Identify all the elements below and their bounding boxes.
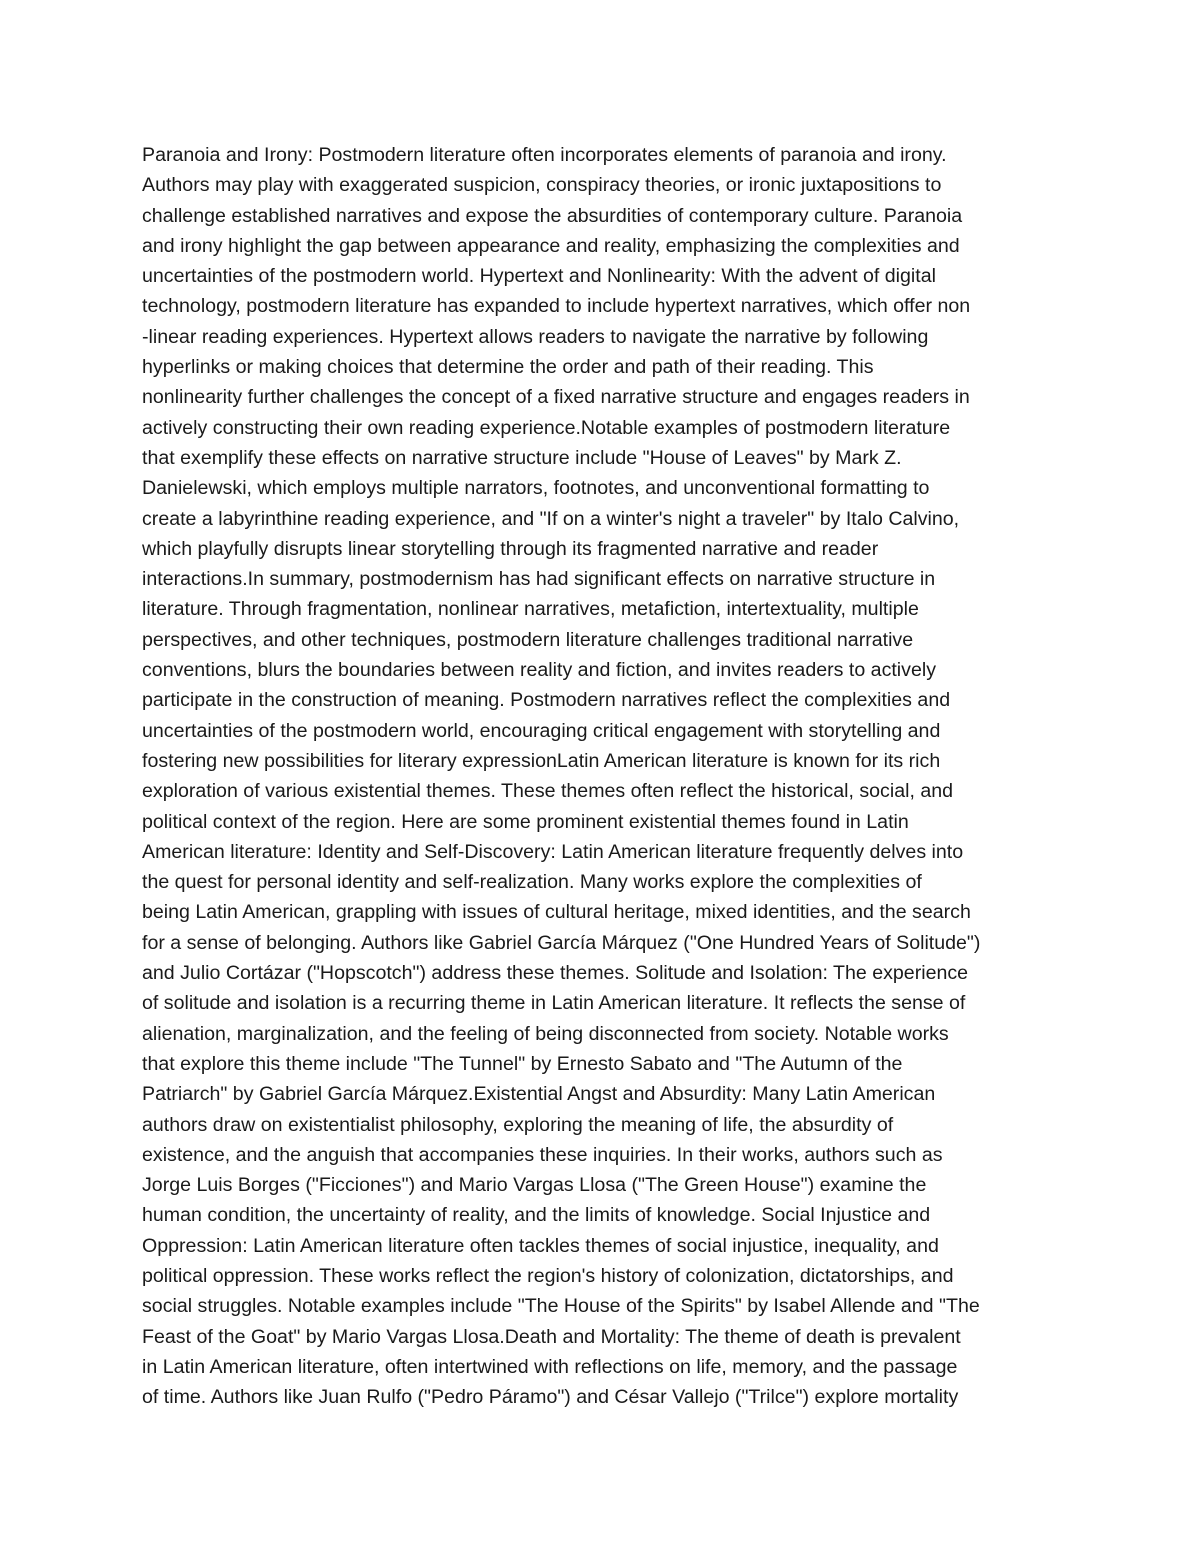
text-line: which playfully disrupts linear storytelling through its fragmented narrative and reader [142, 537, 879, 560]
text-line: alienation, marginalization, and the feeling of being disconnected from society. Notable works [142, 1022, 949, 1045]
text-line: existence, and the anguish that accompanies these inquiries. In their works, authors such as [142, 1143, 943, 1166]
body-text [142, 140, 1072, 1412]
text-line: interactions.In summary, postmodernism has had significant effects on narrative structure in [142, 568, 936, 591]
text-line: actively constructing their own reading experience.Notable examples of postmodern literature [142, 416, 951, 439]
text-line: literature. Through fragmentation, nonlinear narratives, metafiction, intertextuality, multiple [142, 598, 919, 621]
text-line: perspectives, and other techniques, postmodern literature challenges traditional narrative [142, 628, 914, 651]
text-line: fostering new possibilities for literary expressionLatin American literature is known for its rich [142, 749, 941, 772]
text-line: authors draw on existentialist philosophy, exploring the meaning of life, the absurdity of [142, 1113, 894, 1136]
text-line: political context of the region. Here are some prominent existential themes found in Latin [142, 810, 909, 833]
text-line: in Latin American literature, often intertwined with reflections on life, memory, and the passage [142, 1355, 958, 1378]
text-line: uncertainties of the postmodern world, encouraging critical engagement with storytelling and [142, 719, 941, 742]
text-line: political oppression. These works reflect the region's history of colonization, dictatorships, and [142, 1264, 954, 1287]
text-line: social struggles. Notable examples include "The House of the Spirits" by Isabel Allende and "The [142, 1295, 980, 1318]
text-line: and Julio Cortázar ("Hopscotch") address these themes. Solitude and Isolation: The experience [142, 962, 969, 985]
text-line: Jorge Luis Borges ("Ficciones") and Mario Vargas Llosa ("The Green House") examine the [142, 1174, 927, 1197]
text-line: of time. Authors like Juan Rulfo ("Pedro Páramo") and César Vallejo ("Trilce") explore mortality [142, 1386, 959, 1409]
text-line: Feast of the Goat" by Mario Vargas Llosa.Death and Mortality: The theme of death is prevalent [142, 1325, 961, 1348]
text-line: Authors may play with exaggerated suspicion, conspiracy theories, or ironic juxtapositions to [142, 174, 942, 197]
text-line: create a labyrinthine reading experience, and "If on a winter's night a traveler" by Italo Calvino, [142, 507, 960, 530]
text-line: of solitude and isolation is a recurring theme in Latin American literature. It reflects the sense of [142, 992, 966, 1015]
text-line: exploration of various existential themes. These themes often reflect the historical, social, and [142, 780, 954, 803]
text-line: technology, postmodern literature has expanded to include hypertext narratives, which offer non [142, 295, 971, 318]
text-line: participate in the construction of meaning. Postmodern narratives reflect the complexities and [142, 689, 951, 712]
text-line: Oppression: Latin American literature often tackles themes of social injustice, inequality, and [142, 1234, 939, 1257]
text-line: conventions, blurs the boundaries between reality and fiction, and invites readers to actively [142, 659, 937, 682]
text-line: for a sense of belonging. Authors like Gabriel García Márquez ("One Hundred Years of Solitude") [142, 931, 981, 954]
text-line: human condition, the uncertainty of reality, and the limits of knowledge. Social Injustice and [142, 1204, 931, 1227]
text-line: nonlinearity further challenges the concept of a fixed narrative structure and engages readers in [142, 386, 970, 409]
text-line: hyperlinks or making choices that determine the order and path of their reading. This [142, 356, 874, 379]
text-line: the quest for personal identity and self-realization. Many works explore the complexities of [142, 871, 922, 894]
text-line: and irony highlight the gap between appearance and reality, emphasizing the complexities and [142, 234, 960, 257]
text-line: being Latin American, grappling with issues of cultural heritage, mixed identities, and the search [142, 901, 971, 924]
text-line: uncertainties of the postmodern world. Hypertext and Nonlinearity: With the advent of digital [142, 265, 936, 288]
text-line: -linear reading experiences. Hypertext allows readers to navigate the narrative by following [142, 325, 929, 348]
text-line: American literature: Identity and Self-Discovery: Latin American literature frequently delves into [142, 840, 964, 863]
text-line: Danielewski, which employs multiple narrators, footnotes, and unconventional formatting to [142, 477, 930, 500]
text-line: Paranoia and Irony: Postmodern literature often incorporates elements of paranoia and irony. [142, 144, 947, 166]
text-line: that exemplify these effects on narrative structure include "House of Leaves" by Mark Z. [142, 446, 902, 469]
text-line: that explore this theme include "The Tunnel" by Ernesto Sabato and "The Autumn of the [142, 1052, 903, 1075]
text-line: Patriarch" by Gabriel García Márquez.Existential Angst and Absurdity: Many Latin American [142, 1083, 936, 1106]
text-line: challenge established narratives and expose the absurdities of contemporary culture. Paranoia [142, 204, 963, 227]
